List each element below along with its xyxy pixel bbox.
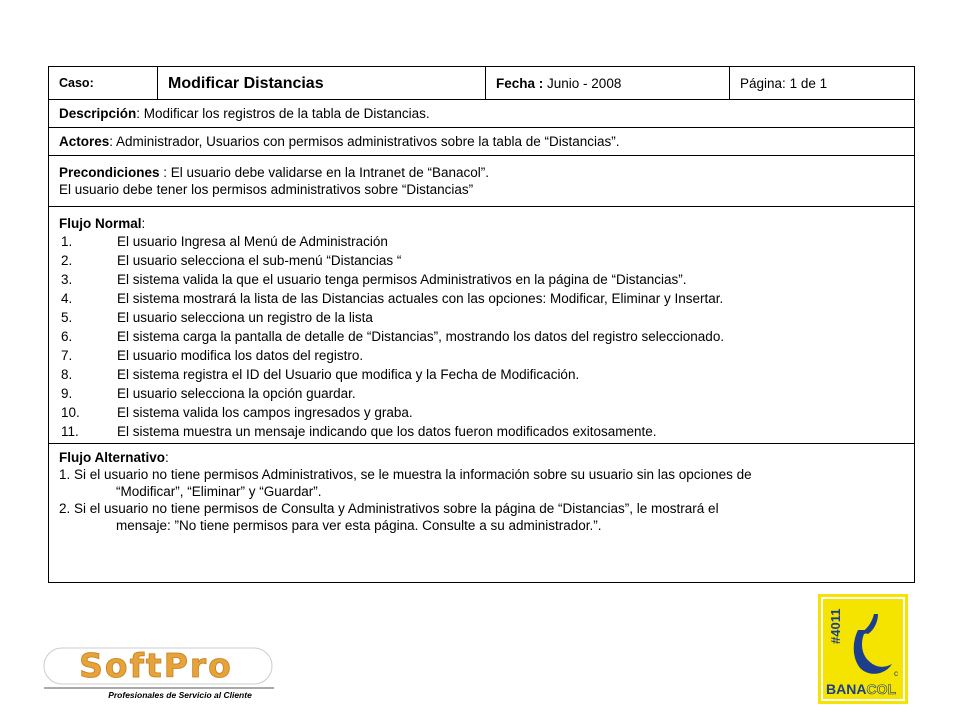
list-item: 10. El sistema valida los campos ingresados y graba. [61,405,413,420]
preconditions-row [49,156,915,207]
alt-flow-row: Flujo Alternativo: 1. Si el usuario no tiene permisos Administrativos, se le muestra la información sobre su usuario sin las opciones de “Modificar”, “Eliminar” y “Guardar”. 2. Si el usuario no tiene permisos de Consulta y Administrativos sobre la página de “Distancias”, le mostrará el mensaje: ”No tiene permisos para ver esta página. Consulte a su administrador.”. [49,444,915,583]
case-label: Caso: [59,76,94,90]
normal-flow-steps [59,232,904,441]
list-item: 8. El sistema registra el ID del Usuario que modifica y la Fecha de Modificación. [61,367,580,382]
header-row [49,67,915,100]
list-item: 2. El usuario selecciona el sub-menú “Distancias “ [61,253,402,268]
alt-flow-label: Flujo Alternativo [59,450,166,465]
case-label-cell [49,67,158,100]
actors-row [49,128,915,156]
preconditions-line1: : El usuario debe validarse en la Intranet de “Banacol”. [159,165,489,180]
alt-flow-item-2: 2. Si el usuario no tiene permisos de Consulta y Administrativos sobre la página de “Distancias”, le mostrará el mensaje: ”No tiene permisos para ver esta página. Consulte a su administrador.”. [59,501,719,533]
date-label: Fecha : [496,75,544,91]
use-case-table [48,66,915,583]
description-row [49,100,915,128]
banacol-logo [818,594,908,704]
list-item: 7. El usuario modifica los datos del registro. [61,348,364,363]
list-item: 11. El sistema muestra un mensaje indicando que los datos fueron modificados exitosamente. [61,424,657,439]
list-item: 3. El sistema valida la que el usuario tenga permisos Administrativos en la página de “Distancias”. [61,272,687,287]
page-value: 1 de 1 [789,75,828,91]
list-item: 9. El usuario selecciona la opción guardar. [61,386,356,401]
page-cell [730,67,915,100]
alt-flow-item-1: 1. Si el usuario no tiene permisos Administrativos, se le muestra la información sobre su usuario sin las opciones de “Modificar”, “Eliminar” y “Guardar”. [59,467,752,499]
date-cell [486,67,730,100]
softpro-tagline: Profesionales de Servicio al Cliente [108,690,252,700]
actors-label: Actores [59,134,110,149]
list-item: 4. El sistema mostrará la lista de las Distancias actuales con las opciones: Modificar, Eliminar y Insertar. [61,291,724,306]
list-item: 6. El sistema carga la pantalla de detalle de “Distancias”, mostrando los datos del registro seleccionado. [61,329,725,344]
description-label: Descripción [59,106,137,121]
banacol-name: BANACOL [826,681,897,697]
preconditions-line2: El usuario debe tener los permisos administrativos sobre “Distancias” [59,182,474,197]
actors-text: : Administrador, Usuarios con permisos administrativos sobre la tabla de “Distancias”. [109,134,620,149]
softpro-logo [42,644,278,702]
preconditions-label: Precondiciones [59,165,160,180]
softpro-name: SoftPro [79,646,233,685]
case-value-cell [158,67,486,100]
list-item: 5. El usuario selecciona un registro de la lista [61,310,373,325]
banacol-code: #4011 [828,608,843,644]
date-value: Junio - 2008 [547,75,622,91]
normal-flow-row: Flujo Normal: 1. El usuario Ingresa al Menú de Administración 2. El usuario selecciona el sub-menú “Distancias “ 3. El sistema valida la que el usuario tenga permisos Administrativos en la página de “Distancias”. 4. El sistema mostrará la lista de las Distancias actuales con las opciones: Modificar, Eliminar y Insertar. 5. El usuario selecciona un registro de la lista 6. El sistema carga la pantalla de detalle de “Distancias”, mostrando los datos del registro seleccionado. 7. El usuario modifica los datos del registro. 8. El sistema registra el ID del Usuario que modifica y la Fecha de Modificación. 9. El usuario selecciona la opción guardar. 10. El sistema valida los campos ingresados y graba. 11. El sistema muestra un mensaje indicando que los datos fueron modificados exitosamente. [49,207,915,444]
list-item: 1. El usuario Ingresa al Menú de Administración [61,234,388,249]
description-text: : Modificar los registros de la tabla de Distancias. [136,106,430,121]
normal-flow-label: Flujo Normal [59,216,142,231]
case-title: Modificar Distancias [168,74,324,92]
page-label: Página: [740,75,786,91]
banacol-mark: c [894,669,898,678]
